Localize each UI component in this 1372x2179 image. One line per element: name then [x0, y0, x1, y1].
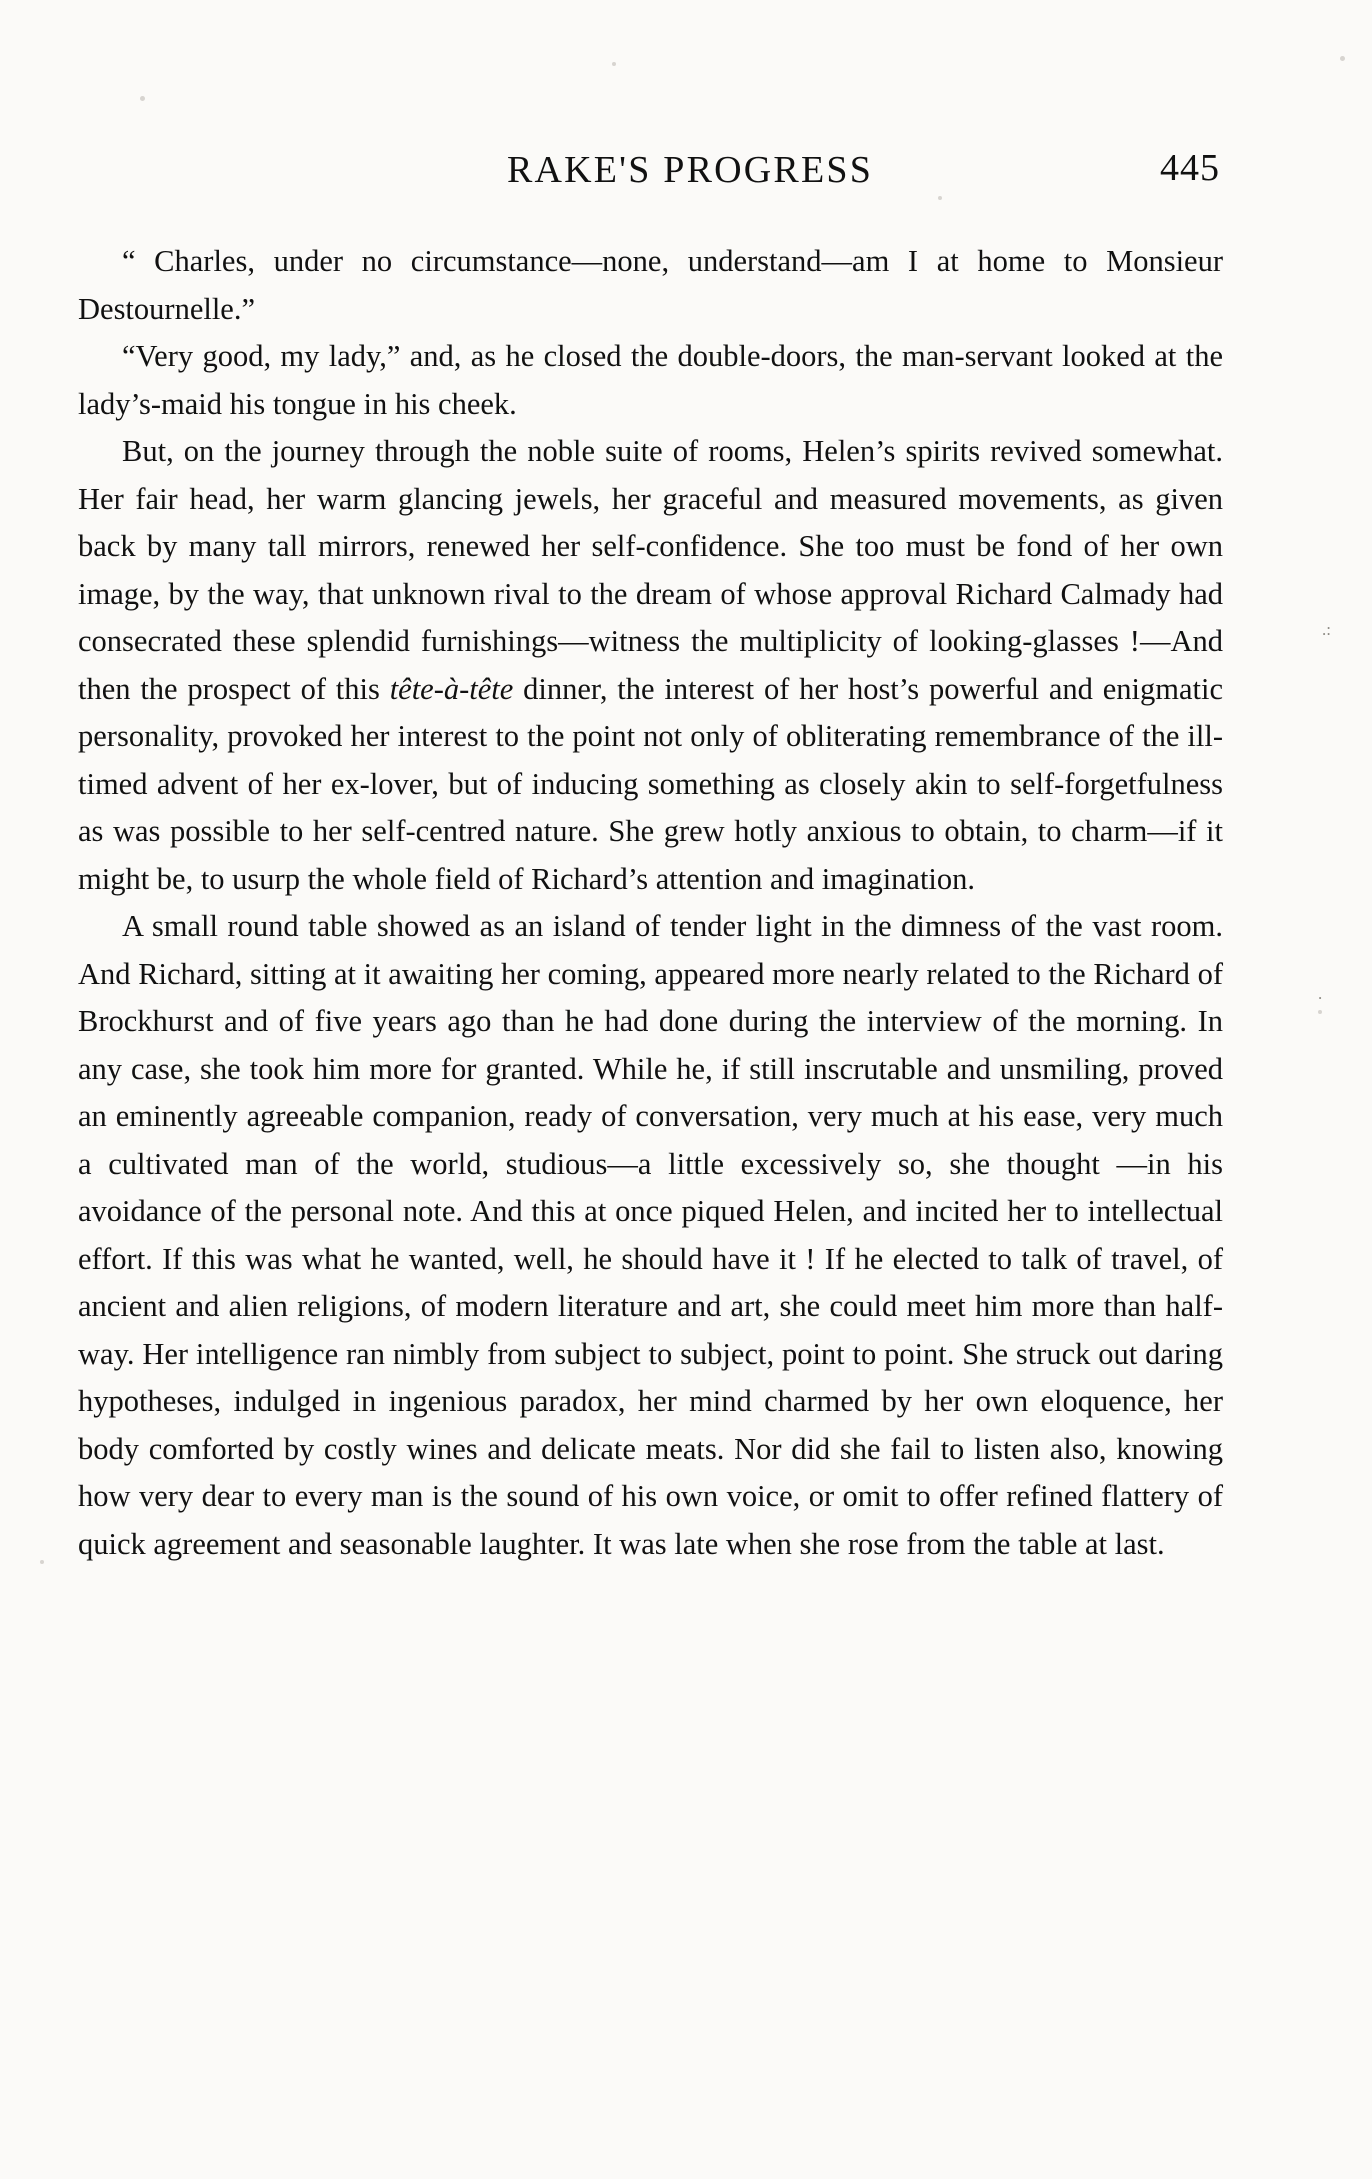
text-run: dinner, the interest of her host’s powerful and enigmatic personality, provoked her interest to the point not only of obliterating remembrance of the ill-timed advent of her ex-lover, but of inducing something as closely akin to self-forgetfulness as was possible to her self-centred nature. She grew hotly anxious to obtain, to charm—if it might be, to usurp the whole field of Richard’s attention and imagination. [78, 671, 1223, 896]
text-run: “ Charles, under no circumstance—none, understand—am I at home to Monsieur Destournelle.” [78, 244, 1223, 326]
scan-speck [612, 62, 616, 66]
text-run: “Very good, my lady,” and, as he closed the double-doors, the man-servant looked at the lady’s-maid his tongue in his cheek. [78, 339, 1223, 421]
paragraph [78, 428, 1223, 903]
margin-mark: . [1318, 984, 1323, 1003]
italic-phrase: tête-à-tête [389, 671, 514, 706]
paragraph [78, 238, 1223, 333]
page-number: 445 [1160, 147, 1220, 189]
scan-speck [1318, 1010, 1322, 1014]
scan-speck [40, 1560, 44, 1564]
scan-speck [140, 96, 145, 101]
body-text [78, 238, 1223, 1568]
margin-mark: .: [1322, 620, 1331, 639]
scan-speck [1340, 56, 1345, 61]
scan-speck [938, 196, 942, 200]
paragraph [78, 333, 1223, 428]
text-run: But, on the journey through the noble suite of rooms, Helen’s spirits revived somewhat. Her fair head, her warm glancing jewels, her graceful and measured movements, as given back by many tall mirrors, renewed her self-confidence. She too must be fond of her own image, by the way, that unknown rival to the dream of whose approval Richard Calmady had consecrated these splendid furnishings—witness the multiplicity of looking-glasses !—And then the prospect of this [78, 434, 1223, 706]
text-run: A small round table showed as an island of tender light in the dimness of the vast room. And Richard, sitting at it awaiting her coming, appeared more nearly related to the Richard of Brockhurst and of five years ago than he had done during the interview of the morning. In any case, she took him more for granted. While he, if still inscrutable and unsmiling, proved an eminently agreeable companion, ready of conversation, very much at his ease, very much a cultivated man of the world, studious—a little excessively so, she thought —in his avoidance of the personal note. And this at once piqued Helen, and incited her to intellectual effort. If this was what he wanted, well, he should have it ! If he elected to talk of travel, of ancient and alien religions, of modern literature and art, she could meet him more than half-way. Her intelligence ran nimbly from subject to subject, point to point. She struck out daring hypotheses, indulged in ingenious paradox, her mind charmed by her own eloquence, her body comforted by costly wines and delicate meats. Nor did she fail to listen also, knowing how very dear to every man is the sound of his own voice, or omit to offer refined flattery of quick agreement and seasonable laughter. It was late when she rose from the table at last. [78, 909, 1223, 1561]
running-head-title: RAKE'S PROGRESS [506, 149, 874, 191]
paragraph [78, 903, 1223, 1568]
running-head [160, 148, 1220, 192]
